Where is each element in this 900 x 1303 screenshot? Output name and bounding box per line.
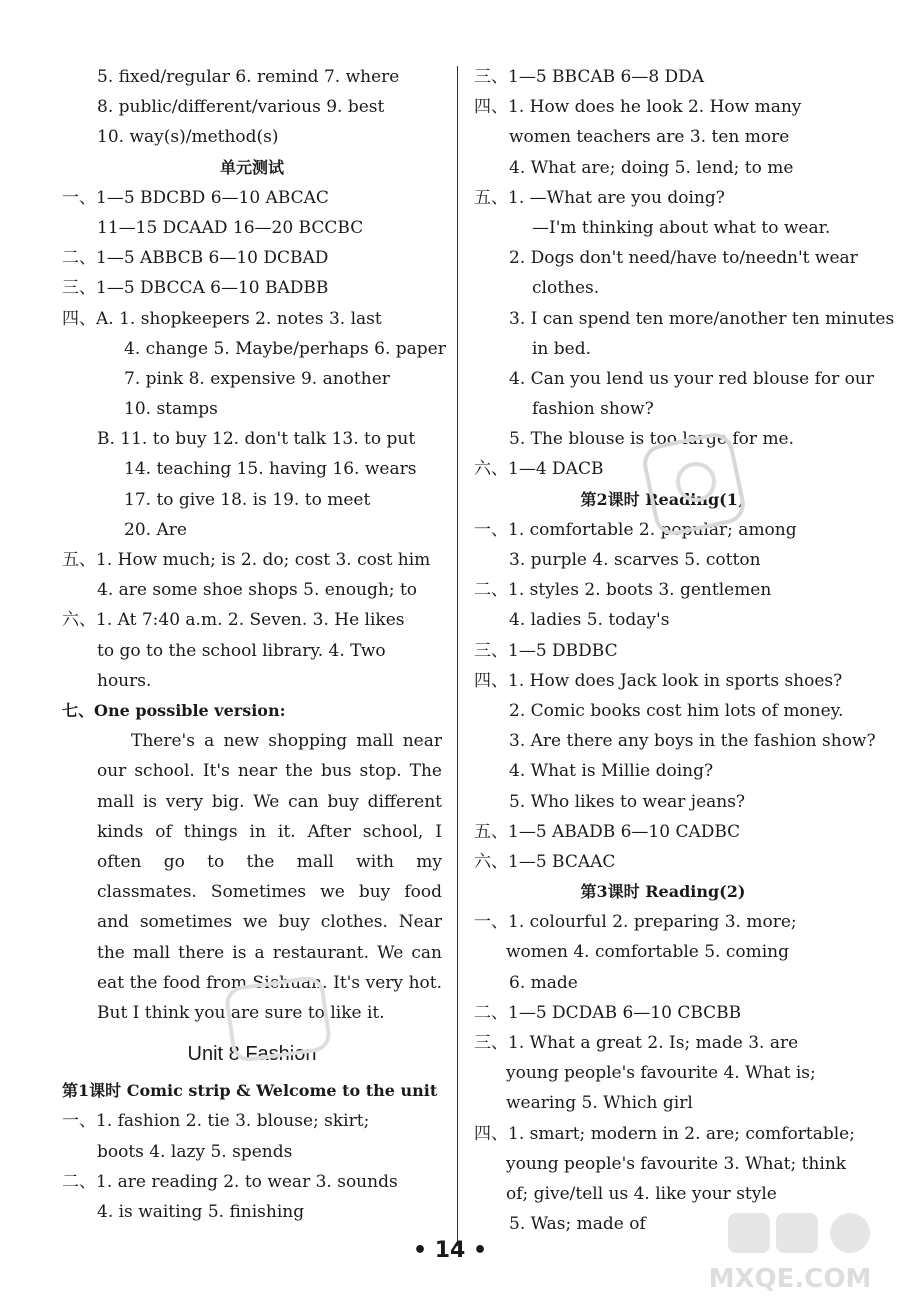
lesson-2-title: 第2课时 Reading(1) <box>580 489 746 509</box>
answer-line: 5. Who likes to wear jeans? <box>509 791 746 812</box>
answer-line: 4. change 5. Maybe/perhaps 6. paper <box>124 338 446 359</box>
answer-line: 四、A. 1. shopkeepers 2. notes 3. last <box>62 308 382 329</box>
answer-line: 4. is waiting 5. finishing <box>97 1201 305 1222</box>
answer-line: 4. Can you lend us your red blouse for our <box>509 368 874 389</box>
answer-line: 四、1. How does he look 2. How many <box>474 97 802 118</box>
faint-stamp-icon <box>220 975 340 1065</box>
answer-line: boots 4. lazy 5. spends <box>97 1141 293 1162</box>
unit-title: Unit 8 Fashion <box>187 1043 317 1066</box>
answer-line: hours. <box>97 670 152 691</box>
answer-line: 三、1—5 DBCCA 6—10 BADBB <box>62 278 329 299</box>
answer-line: 五、1—5 ABADB 6—10 CADBC <box>474 821 741 842</box>
lesson-3-title: 第3课时 Reading(2) <box>580 882 746 902</box>
answer-line: 5. The blouse is too large for me. <box>509 429 795 450</box>
answer-line: 11—15 DCAAD 16—20 BCCBC <box>97 217 364 238</box>
answer-line: 四、1. smart; modern in 2. are; comfortable; <box>474 1123 855 1144</box>
answer-line: 2. Comic books cost him lots of money. <box>509 700 844 721</box>
answer-line: 五、1. —What are you doing? <box>474 187 725 208</box>
answer-line: —I'm thinking about what to wear. <box>532 217 831 238</box>
answer-line: 一、1. comfortable 2. popular; among <box>474 519 797 540</box>
answer-line: 7. pink 8. expensive 9. another <box>124 368 390 389</box>
answer-line: 二、1—5 DCDAB 6—10 CBCBB <box>474 1002 742 1023</box>
answer-line: 一、1—5 BDCBD 6—10 ABCAC <box>62 187 329 208</box>
answer-line: 三、1—5 DBDBC <box>474 640 618 661</box>
answer-line: 三、1. What a great 2. Is; made 3. are <box>474 1033 799 1053</box>
answer-line: 四、1. How does Jack look in sports shoes? <box>474 670 843 691</box>
answer-line: 10. way(s)/method(s) <box>97 127 279 148</box>
answer-line: women teachers are 3. ten more <box>509 127 790 148</box>
answer-line: 8. public/different/various 9. best <box>97 97 385 118</box>
answer-line: of; give/tell us 4. like your style <box>506 1183 777 1204</box>
watermark-logo <box>690 1209 890 1299</box>
answer-line: 5. fixed/regular 6. remind 7. where <box>97 67 400 87</box>
answer-line: 20. Are <box>124 519 187 540</box>
answer-line: 5. Was; made of <box>509 1214 646 1235</box>
answer-line: 4. ladies 5. today's <box>509 610 670 631</box>
answer-line: 14. teaching 15. having 16. wears <box>124 459 417 480</box>
answer-line: 6. made <box>509 972 578 993</box>
answer-line: 六、1—5 BCAAC <box>474 851 616 872</box>
essay-heading: 七、One possible version: <box>62 700 286 720</box>
lesson-1-title: 第1课时 Comic strip & Welcome to the unit <box>62 1081 438 1101</box>
answer-line: 17. to give 18. is 19. to meet <box>124 489 371 510</box>
answer-line: 六、1. At 7:40 a.m. 2. Seven. 3. He likes <box>62 610 405 631</box>
answer-line: 二、1—5 ABBCB 6—10 DCBAD <box>62 248 329 269</box>
answer-line: young people's favourite 4. What is; <box>506 1063 816 1084</box>
answer-line: 4. What are; doing 5. lend; to me <box>509 157 794 178</box>
answer-line: 五、1. How much; is 2. do; cost 3. cost him <box>62 550 431 570</box>
right-column <box>474 62 895 1239</box>
answer-line: fashion show? <box>532 399 654 420</box>
column-divider <box>457 66 458 1246</box>
answer-line: 4. are some shoe shops 5. enough; to <box>97 580 418 601</box>
answer-line: 一、1. colourful 2. preparing 3. more; <box>474 912 797 933</box>
answer-line: 4. What is Millie doing? <box>509 761 714 782</box>
answer-line: B. 11. to buy 12. don't talk 13. to put <box>97 429 416 450</box>
answer-line: 二、1. are reading 2. to wear 3. sounds <box>62 1171 398 1192</box>
answer-line: 六、1—4 DACB <box>474 459 604 480</box>
answer-line: 二、1. styles 2. boots 3. gentlemen <box>474 580 772 601</box>
page-number: • 14 • <box>412 1238 488 1263</box>
answer-line: 10. stamps <box>124 399 218 420</box>
answer-line: 3. Are there any boys in the fashion show? <box>509 731 876 752</box>
essay-text: There's a new shopping mall near our school. It's near the bus stop. The mall is very big. We can buy different kinds of things in it. After school, I often go to the mall with my classmates. Sometimes we buy food and sometimes we buy clothes. Near the mall there is a restaurant. We can eat the food from Sichuan. It's very hot. But I think you are sure to like it. <box>97 731 442 1023</box>
answer-line: young people's favourite 3. What; think <box>506 1153 847 1174</box>
answer-line: wearing 5. Which girl <box>506 1093 693 1114</box>
answer-line: to go to the school library. 4. Two <box>97 640 386 661</box>
answer-line: 三、1—5 BBCAB 6—8 DDA <box>474 67 705 87</box>
answer-line: in bed. <box>532 338 592 359</box>
faint-stamp-icon <box>640 430 750 540</box>
answer-line: 3. purple 4. scarves 5. cotton <box>509 550 761 570</box>
answer-line: 一、1. fashion 2. tie 3. blouse; skirt; <box>62 1111 370 1132</box>
answer-line: clothes. <box>532 278 600 299</box>
answer-line: 2. Dogs don't need/have to/needn't wear <box>509 248 858 269</box>
watermark-text: MXQE.COM <box>708 1264 872 1294</box>
answer-line: 3. I can spend ten more/another ten minutes <box>509 308 895 329</box>
unit-test-heading: 单元测试 <box>219 157 284 177</box>
answer-line: women 4. comfortable 5. coming <box>506 942 789 963</box>
